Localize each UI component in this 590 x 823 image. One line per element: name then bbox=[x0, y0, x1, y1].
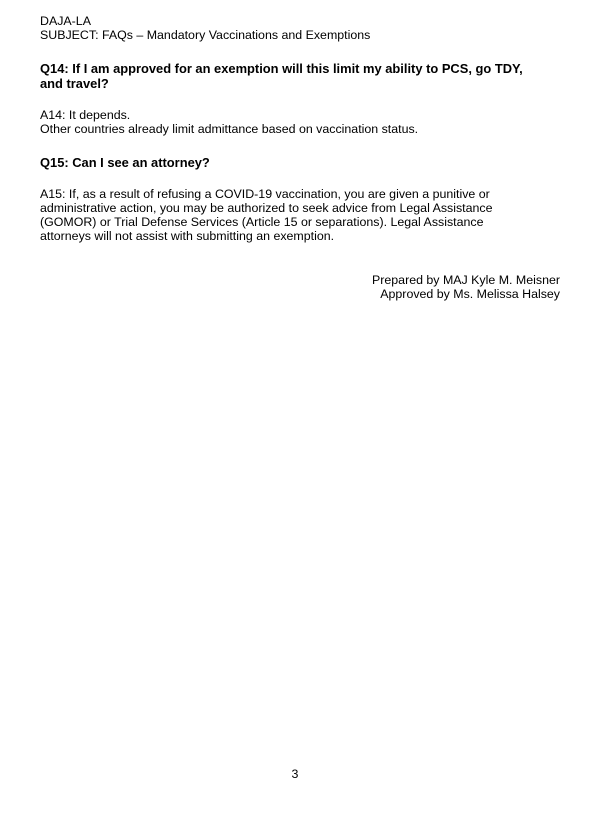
answer-line: administrative action, you may be authorized to seek advice from Legal Assistance bbox=[40, 201, 493, 215]
page-number: 3 bbox=[291, 767, 299, 781]
answer-15 bbox=[40, 187, 560, 243]
answer-line: (GOMOR) or Trial Defense Services (Article 15 or separations). Legal Assistance bbox=[40, 215, 484, 229]
question-14 bbox=[40, 61, 560, 91]
answer-line: A15: If, as a result of refusing a COVID-19 vaccination, you are given a punitive or bbox=[40, 187, 490, 201]
answer-14 bbox=[40, 108, 560, 136]
question-15 bbox=[40, 155, 560, 170]
answer-line: A14: It depends. bbox=[40, 108, 131, 122]
document-body bbox=[40, 14, 560, 243]
office-symbol: DAJA-LA bbox=[40, 14, 91, 28]
question-line: and travel? bbox=[40, 76, 109, 91]
question-line: Q14: If I am approved for an exemption will this limit my ability to PCS, go TDY, bbox=[40, 61, 523, 76]
memo-header bbox=[40, 14, 560, 42]
approved-by: Approved by Ms. Melissa Halsey bbox=[380, 287, 560, 301]
signature-block bbox=[372, 273, 560, 301]
answer-line: attorneys will not assist with submitting an exemption. bbox=[40, 229, 335, 243]
subject-line: SUBJECT: FAQs – Mandatory Vaccinations and Exemptions bbox=[40, 28, 371, 42]
answer-line: Other countries already limit admittance based on vaccination status. bbox=[40, 122, 419, 136]
question-line: Q15: Can I see an attorney? bbox=[40, 155, 210, 170]
prepared-by: Prepared by MAJ Kyle M. Meisner bbox=[372, 273, 560, 287]
